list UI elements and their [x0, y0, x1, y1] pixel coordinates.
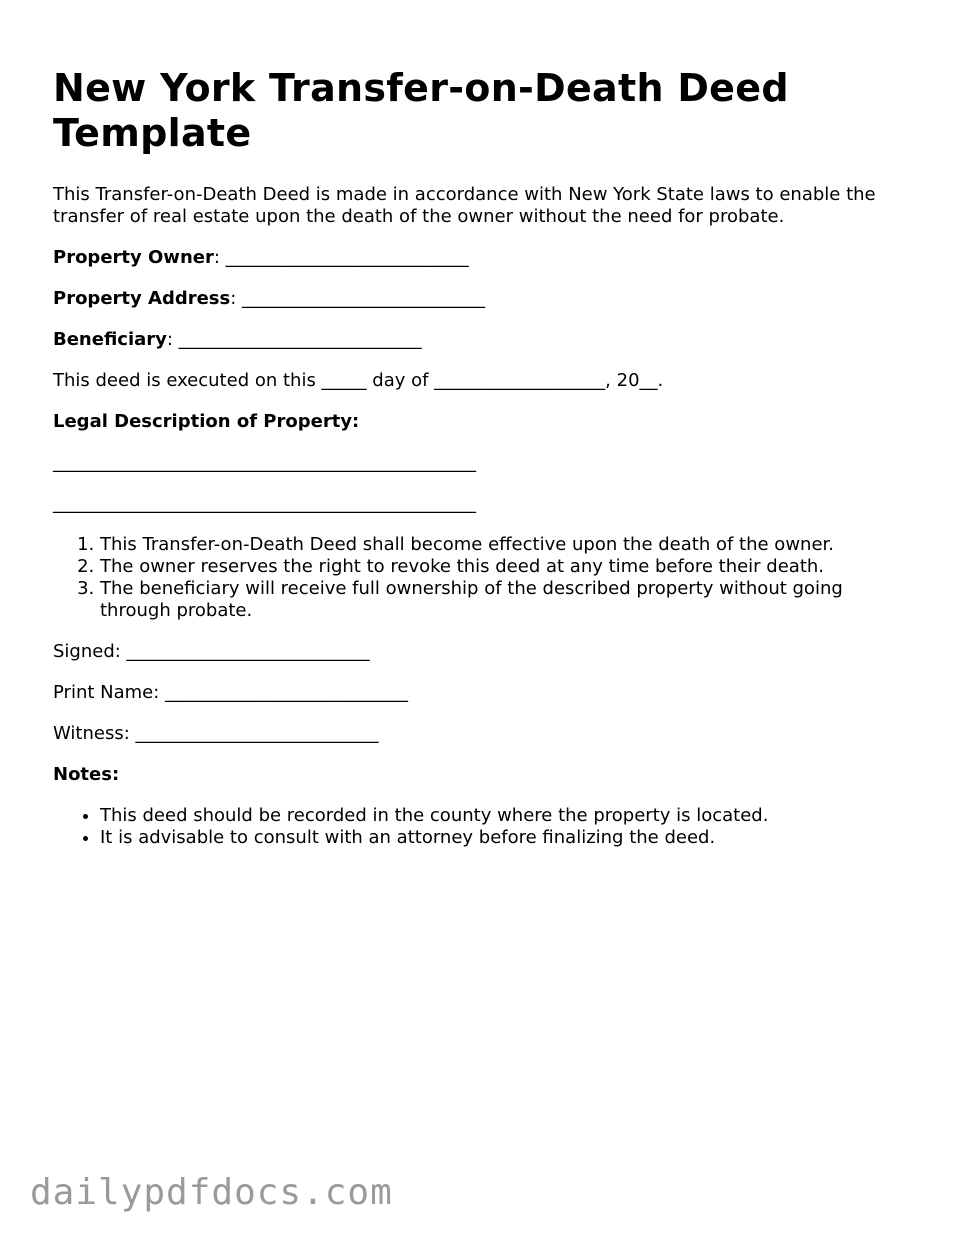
term-item-2: 2. The owner reserves the right to revoke this deed at any time before their death.	[100, 556, 913, 578]
note-item-2: • It is advisable to consult with an attorney before finalizing the deed.	[100, 827, 913, 849]
print-name-field[interactable]: Print Name: ___________________________	[53, 682, 409, 703]
signed-field[interactable]: Signed: ___________________________	[53, 641, 370, 662]
legal-description-label: Legal Description of Property:	[53, 411, 360, 432]
notes-label: Notes:	[53, 764, 120, 785]
term-item-3: 3. The beneficiary will receive full ownership of the described property without going through probate.	[100, 578, 913, 622]
legal-description-line-1[interactable]: _______________________________________________	[53, 452, 476, 473]
property-address-label: Property Address	[53, 288, 231, 309]
intro-paragraph: This Transfer-on-Death Deed is made in accordance with New York State laws to enable the transfer of real estate upon the death of the owner without the need for probate.	[53, 184, 876, 227]
beneficiary-label: Beneficiary	[53, 329, 167, 350]
term-item-1: 1. This Transfer-on-Death Deed shall become effective upon the death of the owner.	[100, 534, 913, 556]
notes-heading	[53, 764, 913, 786]
property-address-blank[interactable]: : ___________________________	[230, 288, 486, 309]
document-title: New York Transfer-on-Death Deed Template	[53, 66, 789, 155]
beneficiary-field	[53, 329, 913, 351]
execution-date-line: This deed is executed on this _____ day of ___________________, 20__.	[53, 370, 664, 391]
watermark-text: dailypdfdocs.com	[30, 1172, 393, 1213]
legal-description-heading	[53, 411, 913, 433]
property-owner-field	[53, 247, 913, 269]
witness-field[interactable]: Witness: ___________________________	[53, 723, 379, 744]
terms-list	[53, 534, 913, 622]
legal-description-lines	[53, 452, 913, 515]
property-address-field	[53, 288, 913, 310]
notes-list	[53, 805, 913, 849]
note-item-1: • This deed should be recorded in the county where the property is located.	[100, 805, 913, 827]
legal-description-line-2[interactable]: _______________________________________________	[53, 493, 476, 514]
document-page	[53, 66, 913, 868]
beneficiary-blank[interactable]: : ___________________________	[166, 329, 422, 350]
property-owner-label: Property Owner	[53, 247, 214, 268]
property-owner-blank[interactable]: : ___________________________	[213, 247, 469, 268]
